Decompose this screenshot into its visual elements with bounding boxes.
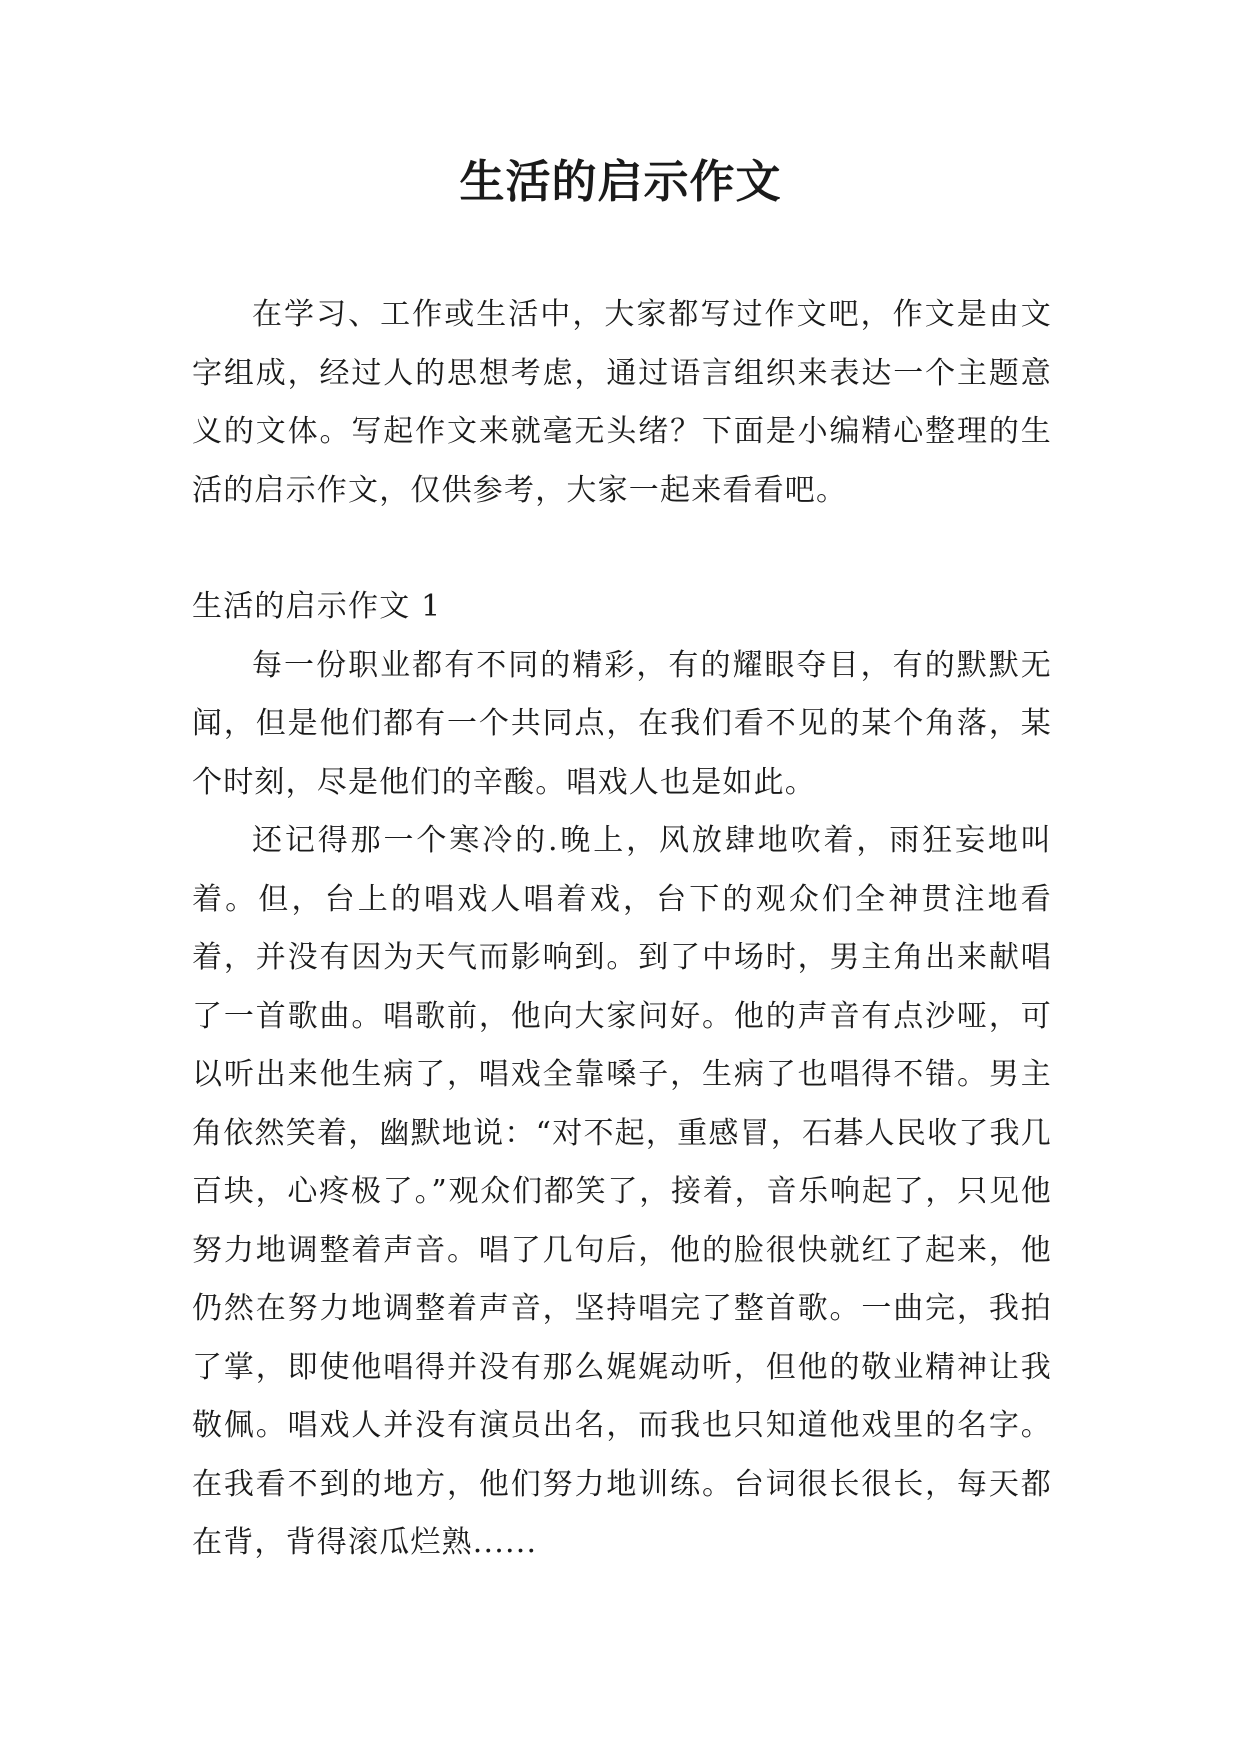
intro-paragraph: 在学习、工作或生活中，大家都写过作文吧，作文是由文字组成，经过人的思想考虑，通过语言组织来表达一个主题意义的文体。写起作文来就毫无头绪？下面是小编精心整理的生活的启示作文，仅供参考，大家一起来看看吧。 xyxy=(192,297,1052,508)
essay-paragraph: 每一份职业都有不同的精彩，有的耀眼夺目，有的默默无闻，但是他们都有一个共同点，在我们看不见的某个角落，某个时刻，尽是他们的辛酸。唱戏人也是如此。 xyxy=(192,647,1052,800)
section-heading: 生活的启示作文 1 xyxy=(192,589,442,624)
essay-section-1 xyxy=(192,578,1052,1573)
document-title: 生活的启示作文 xyxy=(459,155,782,208)
essay-paragraph: 还记得那一个寒冷的.晚上，风放肆地吹着，雨狂妄地叫着。但，台上的唱戏人唱着戏，台下的观众们全神贯注地看着，并没有因为天气而影响到。到了中场时，男主角出来献唱了一首歌曲。唱歌前，他向大家问好。他的声音有点沙哑，可以听出来他生病了，唱戏全靠嗓子，生病了也唱得不错。男主角依然笑着，幽默地说：“对不起，重感冒，石碁人民收了我几百块，心疼极了。”观众们都笑了，接着，音乐响起了，只见他努力地调整着声音。唱了几句后，他的脸很快就红了起来，他仍然在努力地调整着声音，坚持唱完了整首歌。一曲完，我拍了掌，即使他唱得并没有那么娓娓动听，但他的敬业精神让我敬佩。唱戏人并没有演员出名，而我也只知道他戏里的名字。在我看不到的地方，他们努力地训练。台词很长很长，每天都在背，背得滚瓜烂熟...... xyxy=(192,823,1052,1560)
intro-block xyxy=(192,286,1052,520)
